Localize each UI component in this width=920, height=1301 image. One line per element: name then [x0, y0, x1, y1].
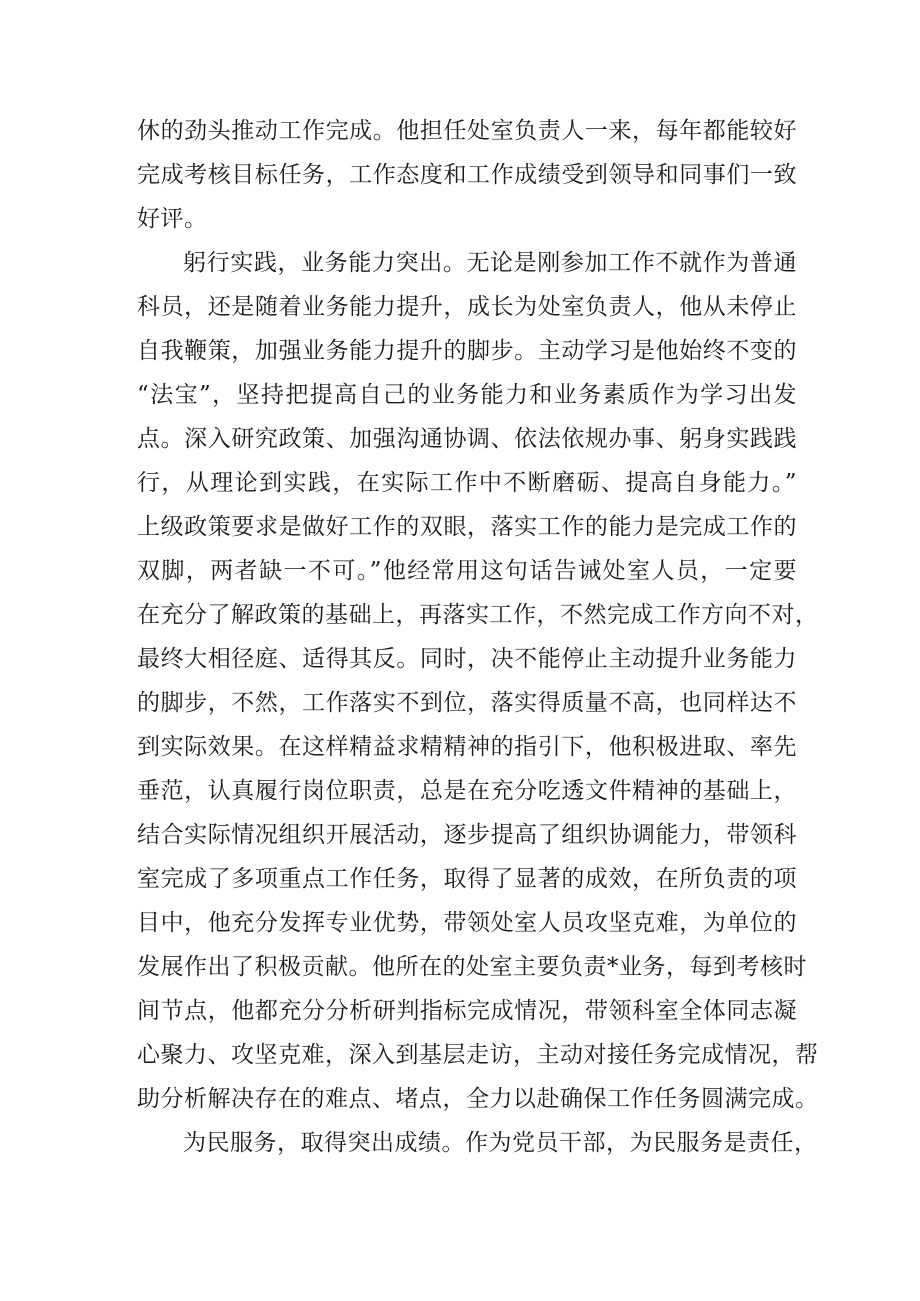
- text-line: 助分析解决存在的难点、堵点，全力以赴确保工作任务圆满完成。: [137, 1086, 819, 1112]
- text-line: “法宝”，坚持把提高自己的业务能力和业务素质作为学习出发: [137, 382, 797, 408]
- text-line: 心聚力、攻坚克难，深入到基层走访，主动对接任务完成情况，帮: [137, 1042, 819, 1068]
- text-line: 到实际效果。在这样精益求精精神的指引下，他积极进取、率先: [137, 734, 797, 760]
- text-line: 休的劲头推动工作完成。他担任处室负责人一来，每年都能较好: [137, 118, 797, 144]
- text-line: 的脚步，不然，工作落实不到位，落实得质量不高，也同样达不: [137, 690, 797, 716]
- text-line: 行，从理论到实践，在实际工作中不断磨砺、提高自身能力。”: [137, 470, 797, 496]
- paragraph-start-line: 躬行实践，业务能力突出。无论是刚参加工作不就作为普通: [183, 250, 797, 276]
- text-line: 上级政策要求是做好工作的双眼，落实工作的能力是完成工作的: [137, 514, 797, 540]
- text-line: 完成考核目标任务，工作态度和工作成绩受到领导和同事们一致: [137, 162, 797, 188]
- text-line: 最终大相径庭、适得其反。同时，决不能停止主动提升业务能力: [137, 646, 797, 672]
- text-line: 垂范，认真履行岗位职责，总是在充分吃透文件精神的基础上，: [137, 778, 797, 804]
- text-line: 好评。: [137, 206, 208, 232]
- text-line: 在充分了解政策的基础上，再落实工作，不然完成工作方向不对，: [137, 602, 819, 628]
- text-line: 目中，他充分发挥专业优势，带领处室人员攻坚克难，为单位的: [137, 910, 797, 936]
- text-line: 科员，还是随着业务能力提升，成长为处室负责人，他从未停止: [137, 294, 797, 320]
- paragraph-start-line: 为民服务，取得突出成绩。作为党员干部，为民服务是责任，: [183, 1130, 818, 1156]
- text-line: 点。深入研究政策、加强沟通协调、依法依规办事、躬身实践践: [137, 426, 797, 452]
- text-line: 自我鞭策，加强业务能力提升的脚步。主动学习是他始终不变的: [137, 338, 797, 364]
- text-line: 双脚，两者缺一不可。”他经常用这句话告诫处室人员，一定要: [137, 558, 797, 584]
- text-line: 结合实际情况组织开展活动，逐步提高了组织协调能力，带领科: [137, 822, 797, 848]
- text-line: 间节点，他都充分分析研判指标完成情况，带领科室全体同志凝: [137, 998, 797, 1024]
- text-line: 室完成了多项重点工作任务，取得了显著的成效，在所负责的项: [137, 866, 797, 892]
- text-line: 发展作出了积极贡献。他所在的处室主要负责*业务，每到考核时: [137, 954, 807, 980]
